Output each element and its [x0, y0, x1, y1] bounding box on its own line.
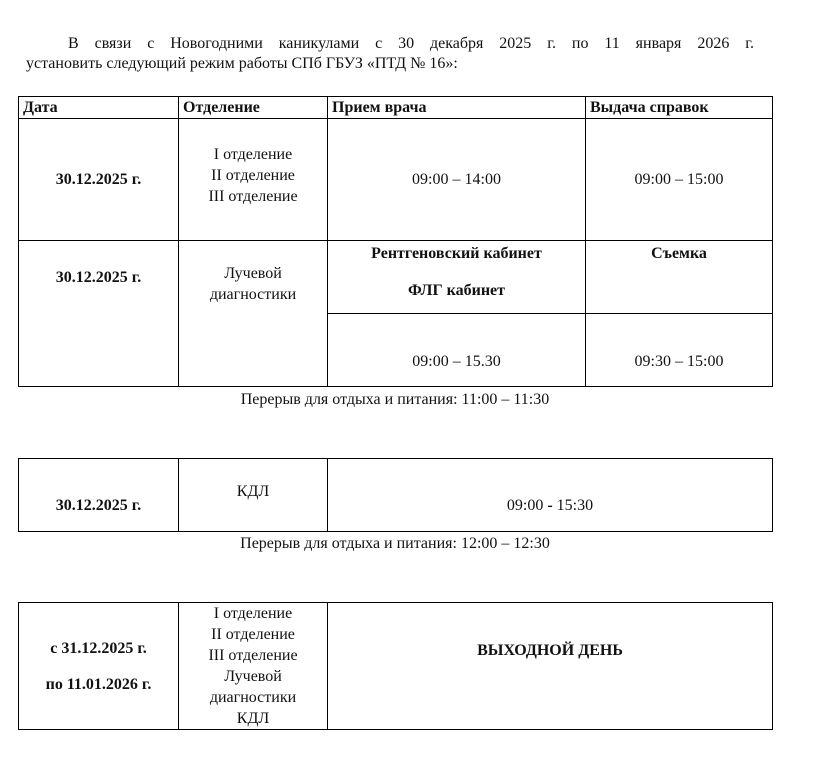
xray-cabinet-cell [328, 241, 586, 314]
row1-certificate-hours: 09:00 – 15:00 [586, 119, 773, 241]
department-item: КДЛ [236, 710, 270, 727]
department-item: II отделение [211, 626, 295, 643]
flg-cabinet-title: ФЛГ кабинет [407, 282, 505, 299]
holiday-date-from: с 31.12.2025 г. [50, 639, 147, 657]
holiday-date-to: по 11.01.2026 г. [45, 675, 152, 693]
department-item: I отделение [213, 146, 293, 163]
day-off-status: ВЫХОДНОЙ ДЕНЬ [328, 603, 773, 730]
kdl-date: 30.12.2025 г. [19, 459, 179, 532]
imaging-title: Съемка [586, 241, 773, 314]
header-certificates: Выдача справок [586, 97, 773, 119]
kdl-department: КДЛ [179, 459, 328, 532]
department-item: III отделение [208, 647, 298, 664]
row2-date: 30.12.2025 г. [19, 241, 179, 387]
schedule-table-kdl [18, 458, 773, 532]
intro-paragraph [26, 34, 754, 74]
kdl-hours [328, 459, 773, 532]
department-item: Лучевой [224, 668, 282, 685]
department-line: Лучевой [224, 265, 282, 282]
row1-date: 30.12.2025 г. [19, 119, 179, 241]
table-row [19, 241, 773, 314]
department-item: диагностики [209, 689, 297, 706]
department-item: I отделение [213, 605, 293, 622]
header-doctor-appointment: Прием врача [328, 97, 586, 119]
kdl-hours-start: 09:00 [506, 497, 544, 514]
header-department: Отделение [179, 97, 328, 119]
schedule-table-main [18, 96, 773, 387]
break-note-1: Перерыв для отдыха и питания: 11:00 – 11:30 [240, 391, 550, 408]
department-item: II отделение [211, 167, 295, 184]
table-row [19, 119, 773, 241]
break-note-2: Перерыв для отдыха и питания: 12:00 – 12:30 [240, 535, 550, 552]
schedule-table-holiday [18, 602, 773, 730]
department-item: III отделение [208, 188, 298, 205]
row2-department [179, 241, 328, 387]
department-line: диагностики [209, 286, 297, 303]
intro-line-1: В связи с Новогодними каникулами с 30 декабря 2025 г. по 11 января 2026 г. [68, 35, 754, 52]
row2-xray-hours: 09:00 – 15.30 [328, 314, 586, 387]
kdl-hours-end: 15:30 [556, 497, 594, 514]
table-row [19, 603, 773, 730]
table-row [19, 459, 773, 532]
row2-imaging-hours: 09:30 – 15:00 [586, 314, 773, 387]
holiday-departments [179, 603, 328, 730]
header-date: Дата [19, 97, 179, 119]
row1-departments [179, 119, 328, 241]
holiday-dates [19, 603, 179, 730]
xray-cabinet-title: Рентгеновский кабинет [371, 245, 542, 262]
table-header-row [19, 97, 773, 119]
row1-doctor-hours: 09:00 – 14:00 [328, 119, 586, 241]
intro-line-2: установить следующий режим работы СПб ГБУЗ «ПТД № 16»: [26, 55, 458, 72]
kdl-hours-separator: - [547, 497, 553, 514]
